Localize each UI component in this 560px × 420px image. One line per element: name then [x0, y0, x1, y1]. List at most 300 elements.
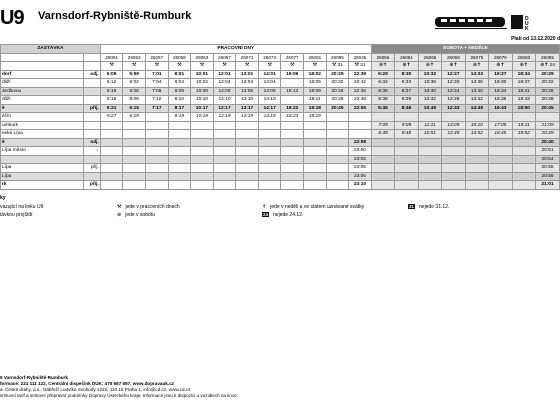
- time-cell: [100, 121, 123, 130]
- time-cell: 13:17: [236, 104, 259, 113]
- train-symbol: ⚒ 31: [326, 62, 349, 71]
- stop-header: ZASTÁVKA: [1, 45, 101, 54]
- time-cell: 14:42: [465, 96, 488, 105]
- time-cell: [236, 181, 259, 190]
- time-cell: 7:01: [145, 70, 168, 79]
- time-cell: 20:36: [326, 87, 349, 96]
- svg-text:D: D: [525, 16, 529, 22]
- time-cell: [489, 138, 512, 147]
- time-cell: [326, 138, 349, 147]
- time-cell: [418, 164, 441, 173]
- time-cell: [371, 172, 394, 181]
- time-cell: 20:54: [536, 155, 560, 164]
- train-number: 26059: [168, 53, 191, 62]
- time-cell: 18:05: [304, 79, 327, 88]
- time-cell: 12:43: [442, 104, 465, 113]
- weekend-header: SOBOTA + NEDĚLE: [371, 45, 559, 54]
- time-cell: [213, 164, 236, 173]
- time-cell: 18:18: [304, 104, 327, 113]
- time-cell: [258, 181, 281, 190]
- time-cell: [371, 164, 394, 173]
- time-cell: 13:09: [442, 121, 465, 130]
- time-cell: [236, 172, 259, 181]
- time-cell: [395, 113, 418, 122]
- time-cell: [213, 138, 236, 147]
- timetable-row: [1, 164, 560, 173]
- train-number: 26065: [418, 53, 441, 62]
- time-cell: [145, 155, 168, 164]
- time-cell: [258, 172, 281, 181]
- legend-title: ky: [0, 195, 6, 201]
- time-cell: [395, 138, 418, 147]
- train-number: 26073: [258, 53, 281, 62]
- time-cell: [191, 155, 214, 164]
- train-symbol: ⚒: [168, 62, 191, 71]
- time-cell: 5:12: [100, 79, 123, 88]
- stop-name: umburk: [1, 121, 84, 130]
- time-cell: 20:40: [536, 138, 560, 147]
- time-cell: 16:22: [281, 104, 304, 113]
- legend-item: ⚒ jede v pracovních dnech: [117, 204, 180, 210]
- time-cell: 16:13: [281, 87, 304, 96]
- stop-name: ě: [1, 104, 84, 113]
- time-cell: [281, 172, 304, 181]
- time-cell: 8:04: [168, 79, 191, 88]
- time-cell: 20:45: [326, 104, 349, 113]
- stop-name: eská Lípa: [1, 130, 84, 139]
- time-cell: 6:08: [123, 96, 146, 105]
- timetable-row: [1, 113, 560, 122]
- time-cell: [489, 147, 512, 156]
- time-cell: 8:01: [168, 70, 191, 79]
- train-symbol: ⚒: [281, 62, 304, 71]
- time-cell: [168, 121, 191, 130]
- time-cell: [442, 138, 465, 147]
- time-cell: [371, 181, 394, 190]
- time-cell: [168, 147, 191, 156]
- time-cell: 14:01: [258, 70, 281, 79]
- time-cell: 12:17: [213, 104, 236, 113]
- train-symbol: ⊕✝: [512, 62, 535, 71]
- time-cell: 8:19: [168, 113, 191, 122]
- time-cell: 6:29: [371, 70, 394, 79]
- time-cell: 21:09: [536, 121, 560, 130]
- train-number: 26045: [349, 53, 372, 62]
- time-cell: [281, 130, 304, 139]
- time-cell: [349, 113, 372, 122]
- time-cell: [281, 96, 304, 105]
- direction-label: [84, 130, 100, 139]
- legend: [0, 195, 560, 255]
- train-symbol: ⚒: [304, 62, 327, 71]
- time-cell: 6:45: [371, 104, 394, 113]
- time-cell: 18:43: [512, 96, 535, 105]
- time-cell: 10:17: [191, 104, 214, 113]
- time-cell: [123, 138, 146, 147]
- direction-label: odj.: [84, 70, 100, 79]
- time-cell: [213, 155, 236, 164]
- svg-text:U: U: [525, 21, 529, 27]
- time-cell: [304, 147, 327, 156]
- time-cell: [123, 147, 146, 156]
- train-symbol: ⚒: [213, 62, 236, 71]
- train-number: 26069: [442, 53, 465, 62]
- stop-name: Lípa: [1, 172, 84, 181]
- time-cell: 14:17: [258, 104, 281, 113]
- time-cell: 18:02: [304, 70, 327, 79]
- time-cell: 18:11: [304, 96, 327, 105]
- time-cell: [145, 147, 168, 156]
- time-cell: 20:49: [536, 130, 560, 139]
- time-cell: 8:46: [395, 104, 418, 113]
- train-number: 26057: [145, 53, 168, 62]
- legend-item: 31 nejede 31.12.: [409, 204, 450, 210]
- time-cell: [145, 172, 168, 181]
- time-cell: [418, 181, 441, 190]
- time-cell: [512, 172, 535, 181]
- time-cell: 12:27: [442, 70, 465, 79]
- train-symbol: ⚒: [191, 62, 214, 71]
- time-cell: [236, 130, 259, 139]
- time-cell: [100, 130, 123, 139]
- train-number: 26071: [236, 53, 259, 62]
- time-cell: 20:45: [536, 104, 560, 113]
- code-box-24: 24: [263, 212, 269, 217]
- time-cell: [191, 130, 214, 139]
- train-number: 26085: [326, 53, 349, 62]
- time-cell: 8:30: [395, 70, 418, 79]
- train-number: 26077: [281, 53, 304, 62]
- time-cell: [123, 172, 146, 181]
- time-cell: 23:03: [349, 155, 372, 164]
- time-cell: [258, 147, 281, 156]
- time-cell: [236, 164, 259, 173]
- time-cell: [489, 181, 512, 190]
- time-cell: [168, 138, 191, 147]
- time-cell: [258, 121, 281, 130]
- line-number: U9: [0, 7, 24, 29]
- time-cell: [326, 130, 349, 139]
- empty-cell: [84, 62, 100, 71]
- time-cell: 10:04: [191, 79, 214, 88]
- train-number: 26051: [100, 53, 123, 62]
- time-cell: [326, 113, 349, 122]
- time-cell: [191, 147, 214, 156]
- time-cell: 22:48: [349, 96, 372, 105]
- time-cell: 6:36: [371, 87, 394, 96]
- time-cell: [281, 164, 304, 173]
- time-cell: [100, 147, 123, 156]
- direction-label: [84, 113, 100, 122]
- time-cell: [442, 181, 465, 190]
- legend-item: vazující na linku U9: [0, 204, 44, 210]
- time-cell: 12:49: [442, 130, 465, 139]
- time-cell: [258, 155, 281, 164]
- train-number: 26067: [213, 53, 236, 62]
- time-cell: [213, 121, 236, 130]
- time-cell: 23:10: [349, 181, 372, 190]
- time-cell: [168, 155, 191, 164]
- time-cell: [281, 181, 304, 190]
- time-cell: [191, 172, 214, 181]
- time-cell: 10:49: [418, 104, 441, 113]
- time-cell: 14:18: [258, 113, 281, 122]
- train-number: 26075: [465, 53, 488, 62]
- time-cell: 6:38: [371, 96, 394, 105]
- time-cell: 5:18: [100, 96, 123, 105]
- train-symbol: ⊕✝: [489, 62, 512, 71]
- time-cell: [191, 121, 214, 130]
- train-symbol: ⚒: [236, 62, 259, 71]
- timetable-row: [1, 181, 560, 190]
- time-cell: 14:33: [465, 70, 488, 79]
- time-cell: 6:19: [123, 113, 146, 122]
- time-cell: [123, 155, 146, 164]
- time-cell: 10:40: [418, 87, 441, 96]
- train-symbol: ⚒: [100, 62, 123, 71]
- train-number: 26053: [123, 53, 146, 62]
- time-cell: [512, 164, 535, 173]
- time-cell: [395, 181, 418, 190]
- train-symbol: ⊕✝: [395, 62, 418, 71]
- time-cell: 18:09: [304, 87, 327, 96]
- timetable-row: [1, 147, 560, 156]
- time-cell: 14:49: [465, 104, 488, 113]
- time-cell: 23:00: [349, 147, 372, 156]
- timetable-row: [1, 130, 560, 139]
- footer-operator: a: České dráhy, a.s., Nábřeží Ludvíka Svobody 1222, 110 15 Praha 1, info@cd.cz, www.cd.cz: [0, 387, 191, 392]
- train-symbol: ⊕✝: [371, 62, 394, 71]
- stop-name: ěčín: [1, 113, 84, 122]
- time-cell: [512, 138, 535, 147]
- time-cell: 18:37: [512, 79, 535, 88]
- time-cell: [465, 147, 488, 156]
- time-cell: [281, 79, 304, 88]
- time-cell: 23:05: [349, 172, 372, 181]
- saturday-icon: ⊕: [117, 212, 122, 218]
- time-cell: [442, 164, 465, 173]
- time-cell: [489, 155, 512, 164]
- time-cell: 5:21: [100, 104, 123, 113]
- stop-name: dorf: [1, 70, 84, 79]
- footer-line: 9 Varnsdorf-Rybniště-Rumburk: [0, 375, 68, 380]
- time-cell: [326, 155, 349, 164]
- time-cell: [281, 121, 304, 130]
- time-cell: [512, 147, 535, 156]
- time-cell: [304, 164, 327, 173]
- time-cell: [168, 130, 191, 139]
- time-cell: [191, 181, 214, 190]
- time-cell: 6:06: [123, 87, 146, 96]
- time-cell: [371, 155, 394, 164]
- time-cell: 12:36: [442, 96, 465, 105]
- time-cell: [191, 138, 214, 147]
- time-cell: 12:08: [213, 87, 236, 96]
- time-cell: 10:42: [418, 96, 441, 105]
- time-cell: [168, 181, 191, 190]
- time-cell: [418, 138, 441, 147]
- time-cell: 6:02: [123, 79, 146, 88]
- time-cell: 20:38: [536, 96, 560, 105]
- time-cell: [145, 164, 168, 173]
- time-cell: [258, 130, 281, 139]
- time-cell: 7:10: [145, 96, 168, 105]
- time-cell: 22:55: [349, 104, 372, 113]
- time-cell: [236, 121, 259, 130]
- time-cell: [258, 138, 281, 147]
- legend-item: távkou projíždí: [0, 212, 33, 218]
- time-cell: [418, 155, 441, 164]
- train-number: 26079: [489, 53, 512, 62]
- code-box-31: 31: [409, 204, 415, 209]
- time-cell: [145, 138, 168, 147]
- time-cell: 6:49: [371, 130, 394, 139]
- time-cell: [281, 138, 304, 147]
- time-cell: 22:58: [349, 138, 372, 147]
- time-cell: [326, 147, 349, 156]
- time-cell: [123, 130, 146, 139]
- stop-name: dliží: [1, 96, 84, 105]
- direction-label: [84, 121, 100, 130]
- direction-label: [84, 155, 100, 164]
- route-title: Varnsdorf-Rybniště-Rumburk: [38, 10, 192, 22]
- time-cell: 16:06: [281, 70, 304, 79]
- timetable-row: [1, 70, 560, 79]
- time-cell: 10:33: [418, 70, 441, 79]
- time-cell: 20:55: [536, 164, 560, 173]
- svg-text:K: K: [525, 26, 529, 31]
- time-cell: [123, 181, 146, 190]
- legend-item: ⊕ jede v sobotu: [117, 212, 155, 218]
- time-cell: [100, 155, 123, 164]
- time-cell: [100, 181, 123, 190]
- time-cell: [145, 113, 168, 122]
- time-cell: [100, 164, 123, 173]
- time-cell: 10:19: [191, 113, 214, 122]
- time-cell: 12:34: [442, 87, 465, 96]
- time-cell: [371, 138, 394, 147]
- timetable-row: [1, 87, 560, 96]
- time-cell: [168, 172, 191, 181]
- time-cell: 14:10: [258, 96, 281, 105]
- direction-label: [84, 96, 100, 105]
- time-cell: 20:55: [536, 172, 560, 181]
- direction-label: odj.: [84, 138, 100, 147]
- time-cell: [418, 113, 441, 122]
- timetable-row: [1, 121, 560, 130]
- time-cell: [236, 147, 259, 156]
- time-cell: [213, 172, 236, 181]
- time-cell: 20:32: [536, 79, 560, 88]
- time-cell: [213, 181, 236, 190]
- time-cell: 10:10: [191, 96, 214, 105]
- empty-cell: [1, 62, 84, 71]
- direction-label: příj.: [84, 104, 100, 113]
- time-cell: [304, 130, 327, 139]
- time-cell: [465, 181, 488, 190]
- legend-item: ✝ jede v neděli a ve státem uznávané svátky: [262, 204, 365, 210]
- time-cell: 14:52: [465, 130, 488, 139]
- time-cell: [442, 147, 465, 156]
- stop-name: Lípa město: [1, 147, 84, 156]
- time-cell: [213, 147, 236, 156]
- footer-tariff: smluvní tarif a smluvní přepravní podmínky Dopravy Ústeckého kraje. Informace jsou k dispozici u vozidlech na lince.: [0, 393, 238, 398]
- time-cell: 13:19: [236, 113, 259, 122]
- time-cell: [465, 138, 488, 147]
- time-cell: [236, 138, 259, 147]
- time-cell: 20:36: [536, 87, 560, 96]
- time-cell: 18:19: [304, 113, 327, 122]
- time-cell: [395, 164, 418, 173]
- time-cell: 10:08: [191, 87, 214, 96]
- train-number: 26085: [536, 53, 560, 62]
- time-cell: [536, 113, 560, 122]
- time-cell: 10:01: [191, 70, 214, 79]
- train-symbol: ⊕✝ 24: [536, 62, 560, 71]
- timetable: [0, 44, 560, 190]
- time-cell: 12:04: [213, 79, 236, 88]
- timetable-row: [1, 79, 560, 88]
- time-cell: 20:29: [536, 70, 560, 79]
- time-cell: 23:05: [349, 164, 372, 173]
- direction-label: příj.: [84, 164, 100, 173]
- timetable-row: [1, 104, 560, 113]
- train-number: 26083: [512, 53, 535, 62]
- time-cell: [418, 172, 441, 181]
- time-cell: 20:29: [326, 70, 349, 79]
- time-cell: [349, 130, 372, 139]
- direction-label: [84, 172, 100, 181]
- time-cell: 8:37: [395, 87, 418, 96]
- stop-name: rk: [1, 181, 84, 190]
- train-number: 26061: [395, 53, 418, 62]
- time-cell: [512, 113, 535, 122]
- time-cell: 8:48: [395, 130, 418, 139]
- time-cell: 18:52: [512, 130, 535, 139]
- time-cell: 11:11: [418, 121, 441, 130]
- footer: [0, 375, 238, 399]
- time-cell: [304, 172, 327, 181]
- time-cell: 6:32: [371, 79, 394, 88]
- time-cell: [489, 113, 512, 122]
- time-cell: [304, 138, 327, 147]
- time-cell: 12:10: [213, 96, 236, 105]
- time-cell: [258, 164, 281, 173]
- time-cell: 7:08: [145, 87, 168, 96]
- symbol-row: [1, 62, 560, 71]
- validity-text: Platí od 13.12.2020 d: [511, 36, 560, 42]
- hammer-icon: ⚒: [117, 204, 122, 210]
- timetable-row: [1, 96, 560, 105]
- time-cell: 14:36: [465, 79, 488, 88]
- stop-name: Jedlovou: [1, 87, 84, 96]
- weekday-header: PRACOVNÍ DNY: [100, 45, 371, 54]
- time-cell: [395, 172, 418, 181]
- empty-cell: [1, 53, 84, 62]
- time-cell: [145, 121, 168, 130]
- time-cell: 7:09: [371, 121, 394, 130]
- time-cell: 13:08: [236, 87, 259, 96]
- time-cell: 16:30: [489, 79, 512, 88]
- stop-name: Lípa: [1, 164, 84, 173]
- time-cell: 20:38: [326, 96, 349, 105]
- time-cell: 14:04: [258, 79, 281, 88]
- time-cell: [349, 121, 372, 130]
- time-cell: 14:08: [258, 87, 281, 96]
- time-cell: 15:10: [465, 121, 488, 130]
- time-cell: 12:30: [442, 79, 465, 88]
- stop-name: dliží: [1, 79, 84, 88]
